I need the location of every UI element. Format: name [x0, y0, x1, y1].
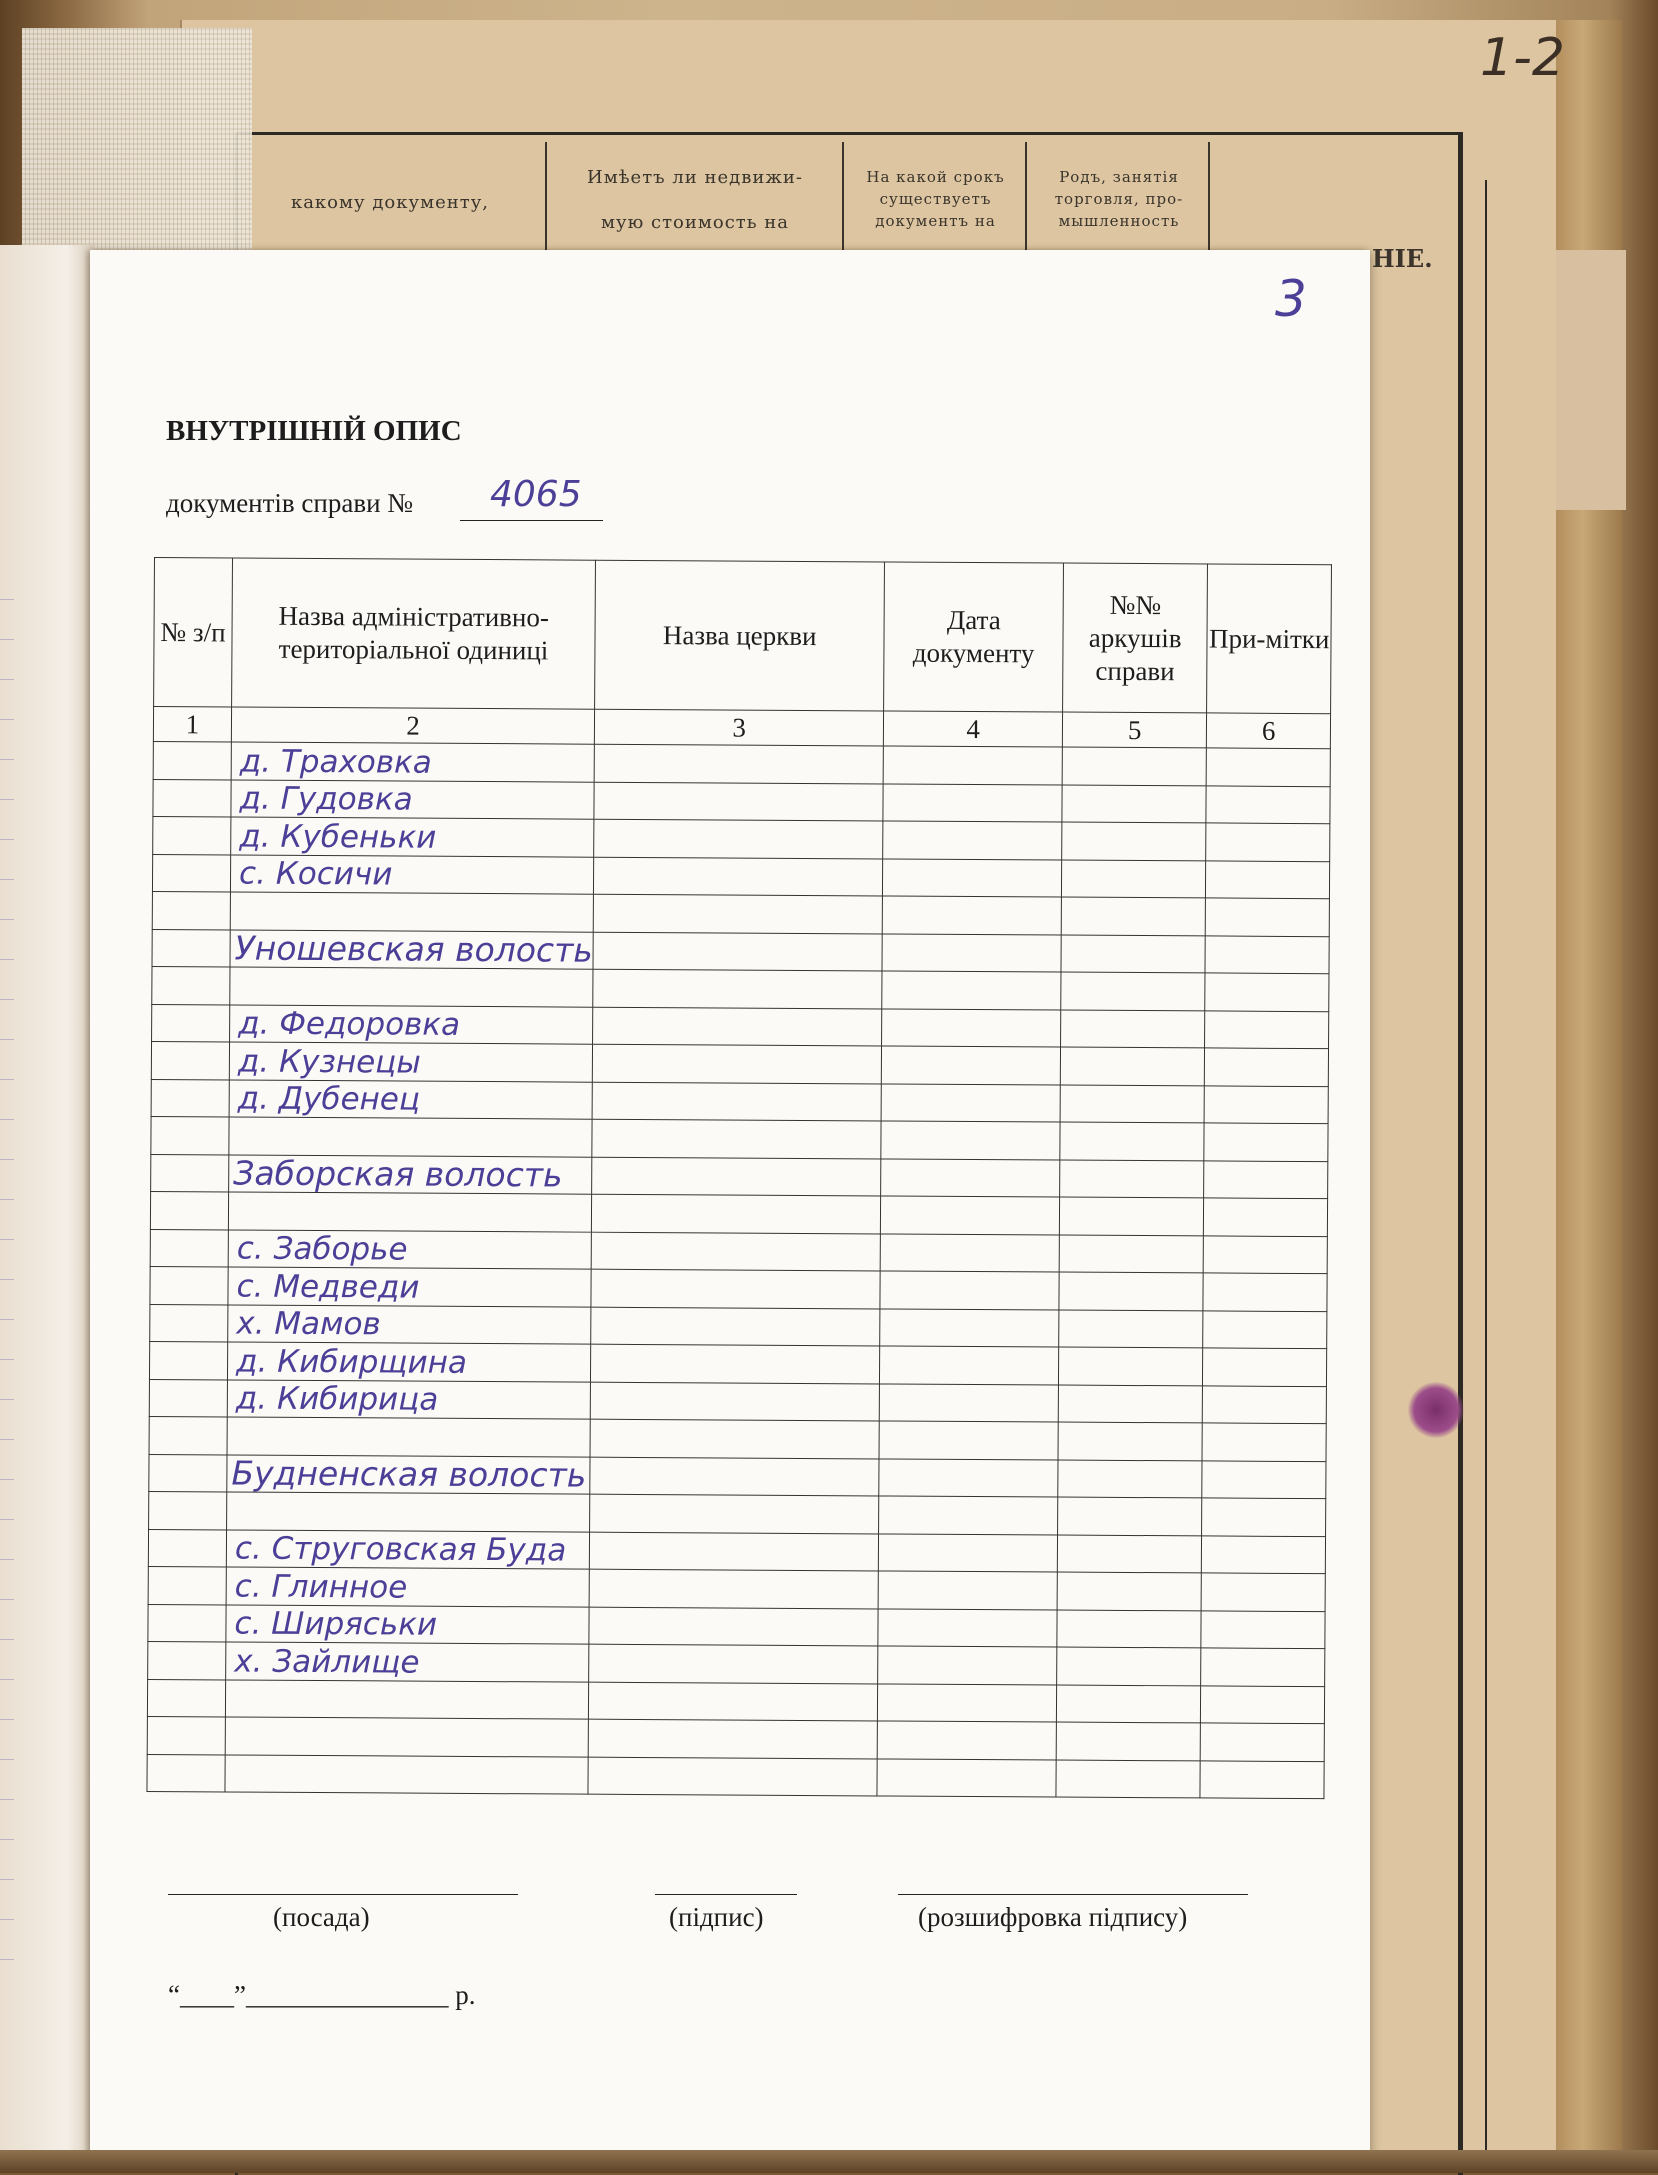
empty-cell [1201, 1610, 1325, 1648]
empty-cell [882, 1008, 1061, 1047]
empty-cell [149, 1379, 227, 1417]
table-row [153, 741, 1330, 786]
admin-unit-cell: д. Кибирица [227, 1379, 590, 1419]
empty-cell [147, 1754, 225, 1792]
empty-cell [1062, 747, 1206, 785]
old-side-fragment: НІЕ. [1372, 244, 1433, 273]
empty-cell [1061, 1010, 1205, 1048]
empty-cell [1204, 1048, 1328, 1086]
column-number: 2 [231, 707, 594, 744]
empty-cell [149, 1491, 227, 1529]
empty-cell [1200, 1760, 1324, 1798]
empty-cell [882, 1046, 1061, 1085]
empty-cell [591, 1269, 880, 1308]
empty-cell [593, 1044, 882, 1083]
empty-cell [592, 1194, 881, 1233]
admin-unit-cell: с. Медведи [228, 1267, 591, 1307]
header-church: Назва церкви [595, 560, 885, 711]
table-row [151, 1079, 1328, 1124]
empty-cell [152, 891, 230, 929]
empty-cell [592, 1157, 881, 1196]
empty-cell [590, 1457, 879, 1496]
empty-cell [594, 744, 883, 783]
empty-cell [149, 1454, 227, 1492]
table-row [148, 1566, 1325, 1611]
empty-cell [1059, 1235, 1203, 1273]
old-register-rule [1485, 180, 1487, 2170]
column-number: 1 [153, 707, 231, 742]
empty-cell [1057, 1572, 1201, 1610]
empty-cell [1204, 1085, 1328, 1123]
empty-cell [152, 854, 230, 892]
empty-cell [593, 932, 882, 971]
old-header-col2-line2: мую стоимость на [601, 212, 789, 233]
admin-unit-cell: с. Струговская Буда [226, 1529, 589, 1569]
empty-cell [1202, 1460, 1326, 1498]
empty-cell [1057, 1610, 1201, 1648]
empty-cell [1062, 860, 1206, 898]
empty-cell [152, 1004, 230, 1042]
empty-cell [151, 1041, 229, 1079]
empty-cell [877, 1758, 1056, 1797]
table-row [149, 1341, 1326, 1386]
empty-cell [588, 1719, 877, 1758]
table-row [148, 1641, 1325, 1686]
empty-cell [148, 1604, 226, 1642]
empty-cell [592, 1082, 881, 1121]
admin-unit-cell: х. Мамов [228, 1304, 591, 1344]
empty-cell [1206, 823, 1330, 861]
empty-cell [147, 1716, 225, 1754]
old-header-col1: какому документу, [290, 192, 490, 213]
empty-cell [590, 1419, 879, 1458]
admin-unit-cell: д. Траховка [231, 742, 594, 782]
empty-cell [1206, 748, 1330, 786]
old-header-col4-line2: торговля, про- [1054, 190, 1184, 208]
admin-unit-cell: д. Кузнецы [229, 1042, 592, 1082]
table-row [153, 779, 1330, 824]
admin-unit-cell [228, 1192, 591, 1232]
empty-cell [588, 1757, 877, 1796]
table-row [153, 816, 1330, 861]
empty-cell [1203, 1310, 1327, 1348]
empty-cell [1060, 1085, 1204, 1123]
empty-cell [1202, 1498, 1326, 1536]
empty-cell [150, 1229, 228, 1267]
empty-cell [878, 1646, 1057, 1685]
empty-cell [150, 1266, 228, 1304]
empty-cell [591, 1307, 880, 1346]
empty-cell [1058, 1497, 1202, 1535]
empty-cell [593, 1007, 882, 1046]
empty-cell [1059, 1272, 1203, 1310]
empty-cell [1060, 1047, 1204, 1085]
empty-cell [1205, 898, 1329, 936]
old-header-col3-line3: документъ на [875, 212, 996, 230]
header-date: Дата документу [884, 562, 1064, 712]
empty-cell [1202, 1535, 1326, 1573]
admin-unit-cell [227, 1492, 590, 1532]
empty-cell [594, 819, 883, 858]
old-header-col2-line1: Имѣетъ ли недвижи- [587, 167, 803, 188]
empty-cell [879, 1458, 1058, 1497]
empty-cell [882, 896, 1061, 935]
empty-cell [590, 1382, 879, 1421]
empty-cell [883, 783, 1062, 822]
decoding-label: (розшифровка підпису) [918, 1902, 1188, 1932]
decoding-signature-line [898, 1894, 1248, 1895]
admin-unit-cell: д. Кубеньки [231, 817, 594, 857]
case-number: 4065 [490, 474, 582, 515]
empty-cell [1058, 1460, 1202, 1498]
empty-cell [1204, 1123, 1328, 1161]
empty-cell [1205, 973, 1329, 1011]
admin-unit-cell: д. Гудовка [231, 779, 594, 819]
signature-line [655, 1894, 797, 1895]
empty-cell [880, 1346, 1059, 1385]
admin-unit-cell: д. Кибирщина [227, 1342, 590, 1382]
empty-cell [1061, 897, 1205, 935]
empty-cell [591, 1344, 880, 1383]
old-header-col3-line1: На какой срокъ [866, 168, 1005, 186]
empty-cell [1201, 1685, 1325, 1723]
empty-cell [153, 779, 231, 817]
admin-unit-cell: Заборская волость [229, 1154, 592, 1194]
admin-unit-cell [227, 1417, 590, 1457]
ink-stain [1408, 1382, 1464, 1438]
admin-unit-cell: с. Ширяськи [226, 1604, 589, 1644]
admin-unit-cell: д. Дубенец [229, 1079, 592, 1119]
empty-cell [1061, 935, 1205, 973]
empty-cell [880, 1308, 1059, 1347]
empty-cell [152, 929, 230, 967]
empty-cell [881, 1196, 1060, 1235]
table-header-row [154, 558, 1332, 714]
header-admin-unit: Назва адміністративно-територіальної одиниці [232, 558, 596, 709]
empty-cell [153, 816, 231, 854]
empty-cell [1203, 1273, 1327, 1311]
old-header-col4-line3: мышленность [1058, 212, 1180, 230]
table-row [149, 1379, 1326, 1424]
old-header-col3-line2: существуетъ [879, 190, 992, 208]
empty-cell [881, 1083, 1060, 1122]
position-signature-line [168, 1894, 518, 1895]
paper-slip [1556, 250, 1626, 510]
empty-cell [1202, 1385, 1326, 1423]
empty-cell [589, 1607, 878, 1646]
empty-cell [153, 741, 231, 779]
volume-bottom-edge [0, 2150, 1658, 2173]
empty-cell [594, 857, 883, 896]
empty-cell [878, 1571, 1057, 1610]
empty-cell [147, 1679, 225, 1717]
empty-cell [879, 1421, 1058, 1460]
empty-cell [879, 1383, 1058, 1422]
empty-cell [1056, 1760, 1200, 1798]
empty-cell [150, 1304, 228, 1342]
empty-cell [880, 1271, 1059, 1310]
empty-cell [591, 1232, 880, 1271]
empty-cell [1056, 1722, 1200, 1760]
table-body [147, 741, 1331, 1798]
empty-cell [1060, 1122, 1204, 1160]
empty-cell [151, 1079, 229, 1117]
empty-cell [1057, 1647, 1201, 1685]
empty-cell [882, 971, 1061, 1010]
empty-cell [589, 1682, 878, 1721]
empty-cell [1062, 785, 1206, 823]
empty-cell [149, 1416, 227, 1454]
empty-cell [594, 782, 883, 821]
empty-cell [880, 1233, 1059, 1272]
empty-cell [1204, 1160, 1328, 1198]
left-book-page [0, 245, 95, 2173]
case-label: документів справи № [166, 488, 414, 518]
empty-cell [1058, 1535, 1202, 1573]
empty-cell [1205, 1010, 1329, 1048]
empty-cell [590, 1532, 879, 1571]
header-sheets: №№ аркушів справи [1063, 563, 1208, 713]
header-number: № з/п [154, 558, 233, 707]
old-column-rule [1208, 142, 1210, 252]
position-label: (посада) [273, 1902, 370, 1932]
empty-cell [589, 1644, 878, 1683]
empty-cell [149, 1341, 227, 1379]
empty-cell [1059, 1310, 1203, 1348]
empty-cell [878, 1608, 1057, 1647]
empty-cell [152, 966, 230, 1004]
admin-unit-cell: с. Заборье [228, 1229, 591, 1269]
admin-unit-cell: Будненская волость [227, 1454, 590, 1494]
table-row [148, 1529, 1325, 1574]
admin-unit-cell [230, 892, 593, 932]
admin-unit-cell: с. Глинное [226, 1567, 589, 1607]
empty-cell [1058, 1422, 1202, 1460]
empty-cell [882, 933, 1061, 972]
empty-cell [1059, 1347, 1203, 1385]
date-field: “____”_______________ р. [168, 1980, 476, 2010]
empty-cell [1201, 1648, 1325, 1686]
empty-cell [593, 894, 882, 933]
empty-cell [1205, 935, 1329, 973]
empty-cell [1058, 1385, 1202, 1423]
folio-mark: 1-2 [1480, 28, 1565, 88]
empty-cell [1060, 1160, 1204, 1198]
empty-cell [1202, 1423, 1326, 1461]
empty-cell [1206, 860, 1330, 898]
page-number: 3 [1275, 270, 1307, 328]
empty-cell [877, 1721, 1056, 1760]
empty-cell [883, 746, 1062, 785]
empty-cell [883, 858, 1062, 897]
admin-unit-cell [225, 1754, 588, 1794]
table-row [151, 1041, 1328, 1086]
admin-unit-cell: х. Зайлище [226, 1642, 589, 1682]
empty-cell [883, 821, 1062, 860]
empty-cell [148, 1566, 226, 1604]
admin-unit-cell [229, 1117, 592, 1157]
empty-cell [592, 1119, 881, 1158]
table-row [149, 1454, 1326, 1499]
empty-cell [150, 1191, 228, 1229]
empty-cell [881, 1158, 1060, 1197]
empty-cell [590, 1494, 879, 1533]
empty-cell [148, 1641, 226, 1679]
admin-unit-cell: д. Федоровка [230, 1004, 593, 1044]
document-title: ВНУТРІШНІЙ ОПИС [166, 415, 462, 447]
header-notes: При-мітки [1207, 564, 1332, 714]
empty-cell [1061, 972, 1205, 1010]
empty-cell [1200, 1723, 1324, 1761]
table-row [147, 1754, 1324, 1799]
left-page-rules [0, 560, 14, 1960]
column-number: 6 [1207, 713, 1331, 749]
binding-gauze [22, 28, 252, 258]
old-column-rule [842, 142, 844, 252]
empty-cell [589, 1569, 878, 1608]
table-row [150, 1304, 1327, 1349]
admin-unit-cell [230, 967, 593, 1007]
table-row [152, 1004, 1329, 1049]
empty-cell [593, 969, 882, 1008]
table-row [150, 1229, 1327, 1274]
empty-cell [878, 1683, 1057, 1722]
column-number: 5 [1063, 712, 1207, 748]
empty-cell [879, 1533, 1058, 1572]
empty-cell [881, 1121, 1060, 1160]
inventory-table [146, 557, 1332, 1799]
admin-unit-cell [225, 1679, 588, 1719]
empty-cell [1203, 1348, 1327, 1386]
table-row [150, 1266, 1327, 1311]
admin-unit-cell: с. Косичи [230, 854, 593, 894]
empty-cell [148, 1529, 226, 1567]
table-row [148, 1604, 1325, 1649]
empty-cell [1206, 785, 1330, 823]
admin-unit-cell [225, 1717, 588, 1757]
column-number: 4 [884, 711, 1063, 747]
empty-cell [1201, 1573, 1325, 1611]
empty-cell [879, 1496, 1058, 1535]
empty-cell [151, 1116, 229, 1154]
empty-cell [151, 1154, 229, 1192]
admin-unit-cell: Уношевская волость [230, 929, 593, 969]
empty-cell [1203, 1235, 1327, 1273]
table-row [152, 929, 1329, 974]
empty-cell [1057, 1685, 1201, 1723]
signature-label: (підпис) [669, 1902, 764, 1932]
empty-cell [1060, 1197, 1204, 1235]
column-number: 3 [595, 709, 884, 746]
table-row [151, 1154, 1328, 1199]
old-column-rule [1025, 142, 1027, 252]
table-row [152, 854, 1329, 899]
old-header-col4-line1: Родъ, занятія [1059, 168, 1179, 186]
empty-cell [1062, 822, 1206, 860]
empty-cell [1204, 1198, 1328, 1236]
old-column-rule [545, 142, 547, 252]
